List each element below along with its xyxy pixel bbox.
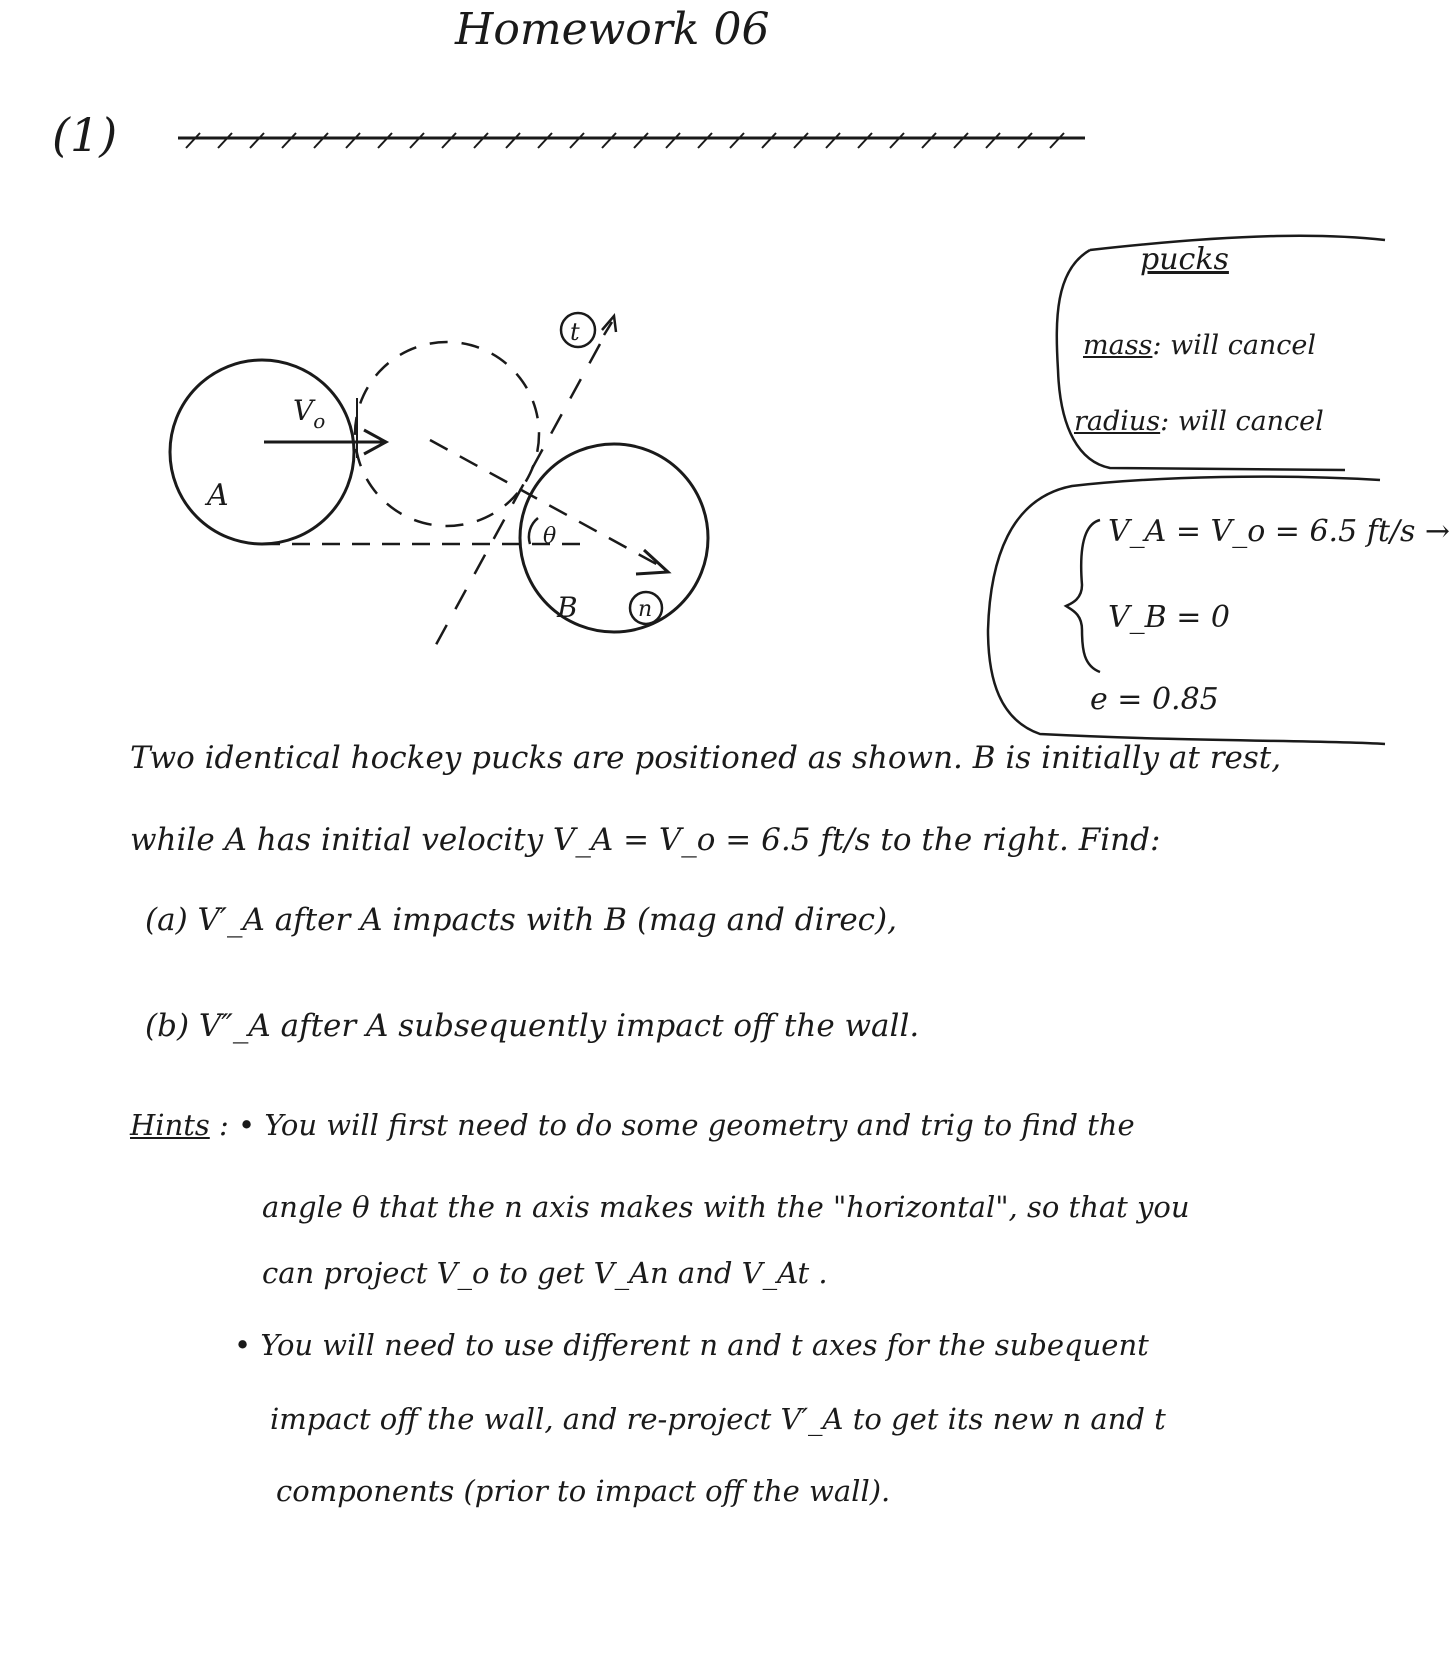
t-axis-label: t [570, 318, 580, 346]
pucks-box-heading: pucks [1140, 242, 1229, 277]
radius-value: : will cancel [1160, 406, 1324, 437]
t-axis-arrowhead [602, 316, 616, 332]
hint-1-line-2: angle θ that the n axis makes with the "horizontal", so that you [262, 1190, 1190, 1224]
velocity-label: $V_o$ [293, 394, 326, 433]
angle-label: θ [543, 524, 557, 549]
problem-part-b: (b) V″_A after A subsequently impact off the wall. [145, 1008, 920, 1044]
hints-label: Hints [130, 1108, 210, 1142]
given-e: e = 0.85 [1090, 682, 1219, 717]
pucks-mass-row [1083, 330, 1316, 361]
page-title: Homework 06 [455, 4, 770, 55]
hint-2-line-2: impact off the wall, and re-project V′_A to get its new n and t [270, 1402, 1166, 1436]
wall-hatching [186, 133, 1064, 148]
hint-1-line-1: : • You will first need to do some geometry and trig to find the [219, 1108, 1135, 1142]
problem-line-2: while A has initial velocity V_A = V_o = 6.5 ft/s to the right. Find: [130, 822, 1161, 858]
given-va: V_A = V_o = 6.5 ft/s → [1108, 514, 1450, 549]
problem-line-1: Two identical hockey pucks are positioned as shown. B is initially at rest, [130, 740, 1282, 776]
mass-value: : will cancel [1152, 330, 1317, 361]
problem-part-a: (a) V′_A after A impacts with B (mag and direc), [145, 902, 897, 938]
n-axis-label: n [638, 597, 653, 622]
question-number: (1) [52, 108, 118, 162]
hint-2-line-3: components (prior to impact off the wall). [276, 1474, 891, 1508]
mass-label: mass [1083, 330, 1153, 361]
given-vb: V_B = 0 [1108, 600, 1231, 635]
puck-a-label: A [207, 478, 229, 513]
hint-1-line-3: can project V_o to get V_An and V_At . [262, 1256, 828, 1290]
givens-brace [1066, 520, 1100, 672]
hints-line-1 [130, 1108, 1135, 1142]
radius-label: radius [1074, 406, 1161, 437]
pucks-radius-row [1074, 406, 1324, 437]
hint-2-line-1: • You will need to use different n and t axes for the subequent [234, 1328, 1149, 1362]
angle-arc [529, 518, 538, 544]
puck-b-label: B [557, 591, 578, 624]
puck-a-impact-position [355, 342, 539, 526]
collision-diagram [0, 0, 1410, 760]
puck-a [170, 360, 354, 544]
